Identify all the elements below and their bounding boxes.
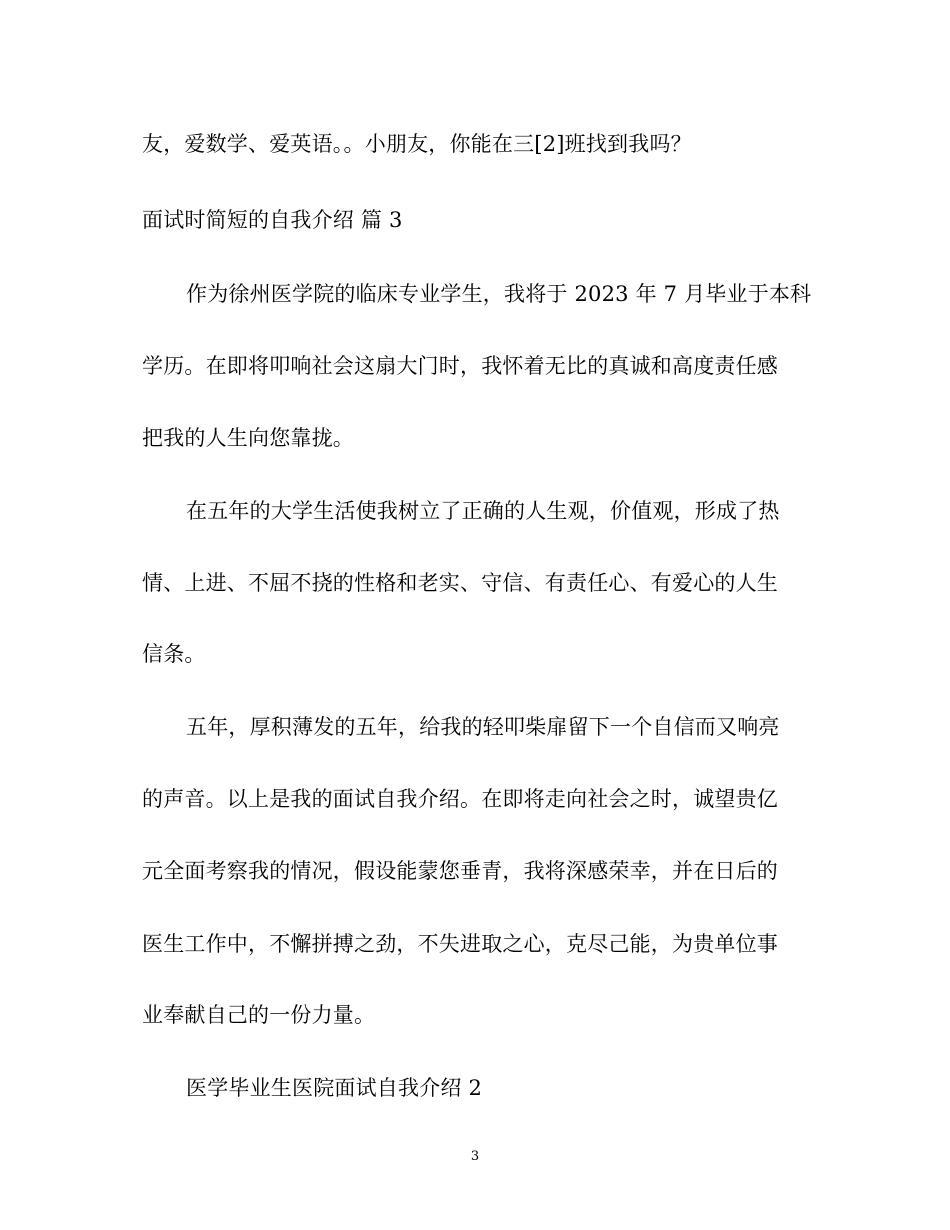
- section-heading: 面试时简短的自我介绍 篇 3: [142, 208, 403, 232]
- paragraph-line: 情、上进、不屈不挠的性格和老实、守信、有责任心、有爱心的人生: [142, 571, 778, 595]
- section-heading: 医学毕业生医院面试自我介绍 2: [186, 1076, 483, 1100]
- paragraph-line: 的声音。以上是我的面试自我介绍。在即将走向社会之时，诚望贵亿: [142, 787, 778, 811]
- paragraph-line: 学历。在即将叩响社会这扇大门时，我怀着无比的真诚和高度责任感: [142, 354, 778, 378]
- paragraph-line: 友，爱数学、爱英语。。小朋友，你能在三[2]班找到我吗？: [142, 132, 692, 156]
- paragraph-line: 医生工作中，不懈拼搏之劲，不失进取之心，克尽己能，为贵单位事: [142, 932, 778, 956]
- paragraph-line: 业奉献自己的一份力量。: [142, 1003, 376, 1027]
- paragraph-line: 把我的人生向您靠拢。: [142, 426, 354, 450]
- paragraph-line: 信条。: [142, 642, 206, 666]
- paragraph-line: 作为徐州医学院的临床专业学生，我将于 2023 年 7 月毕业于本科: [186, 282, 812, 306]
- page-number: 3: [470, 1149, 480, 1164]
- paragraph-line: 五年，厚积薄发的五年，给我的轻叩柴扉留下一个自信而又响亮: [186, 715, 780, 739]
- paragraph-line: 在五年的大学生活使我树立了正确的人生观，价值观，形成了热: [186, 499, 780, 523]
- paragraph-line: 元全面考察我的情况，假设能蒙您垂青，我将深感荣幸，并在日后的: [142, 859, 778, 883]
